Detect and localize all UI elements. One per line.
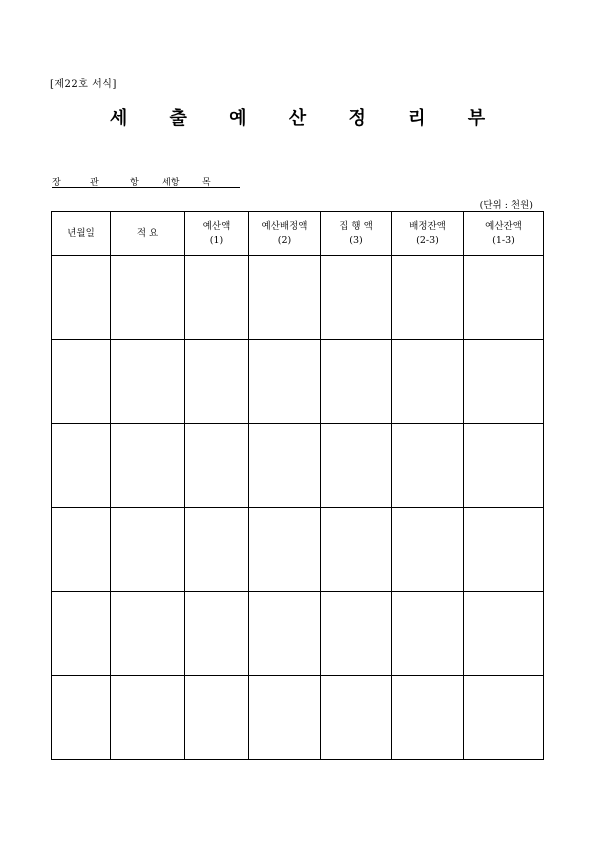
table-cell[interactable] xyxy=(464,424,544,508)
classification-item-hang: 항 xyxy=(130,178,139,188)
table-cell[interactable] xyxy=(321,508,392,592)
table-cell[interactable] xyxy=(249,508,321,592)
table-row xyxy=(52,424,544,508)
table-cell[interactable] xyxy=(392,676,464,760)
header-description: 적 요 xyxy=(111,212,185,256)
classification-item-mok: 목 xyxy=(202,178,211,188)
table-cell[interactable] xyxy=(249,592,321,676)
table-cell[interactable] xyxy=(321,256,392,340)
table-cell[interactable] xyxy=(249,676,321,760)
table-cell[interactable] xyxy=(111,340,185,424)
table-cell[interactable] xyxy=(321,592,392,676)
table-cell[interactable] xyxy=(52,676,111,760)
table-header-row xyxy=(52,212,544,256)
classification-item-sehang: 세항 xyxy=(162,178,180,188)
table-cell[interactable] xyxy=(185,340,249,424)
table-cell[interactable] xyxy=(52,508,111,592)
table-cell[interactable] xyxy=(392,508,464,592)
table-cell[interactable] xyxy=(185,592,249,676)
table-cell[interactable] xyxy=(464,592,544,676)
header-executed-amount: 집 행 액 (3) xyxy=(321,212,392,256)
form-number: [제22호 서식] xyxy=(50,79,117,90)
classification-item-gwan: 관 xyxy=(90,178,99,188)
table-cell[interactable] xyxy=(464,508,544,592)
table-cell[interactable] xyxy=(52,340,111,424)
table-cell[interactable] xyxy=(321,676,392,760)
table-cell[interactable] xyxy=(321,424,392,508)
table-cell[interactable] xyxy=(111,424,185,508)
table-row xyxy=(52,340,544,424)
table-cell[interactable] xyxy=(249,424,321,508)
unit-note: (단위 : 천원) xyxy=(479,200,533,211)
header-allocation-balance: 배정잔액 (2-3) xyxy=(392,212,464,256)
table-row xyxy=(52,592,544,676)
header-budget-balance: 예산잔액 (1-3) xyxy=(464,212,544,256)
header-budget-amount: 예산액 (1) xyxy=(185,212,249,256)
table-cell[interactable] xyxy=(392,592,464,676)
header-date: 년월일 xyxy=(52,212,111,256)
table-cell[interactable] xyxy=(321,340,392,424)
table-cell[interactable] xyxy=(464,676,544,760)
table-cell[interactable] xyxy=(392,340,464,424)
table-cell[interactable] xyxy=(464,340,544,424)
table-cell[interactable] xyxy=(249,340,321,424)
table-cell[interactable] xyxy=(111,592,185,676)
table-cell[interactable] xyxy=(52,256,111,340)
table-cell[interactable] xyxy=(111,256,185,340)
page-title: 세 출 예 산 정 리 부 xyxy=(109,108,504,129)
table-cell[interactable] xyxy=(185,256,249,340)
table-row xyxy=(52,256,544,340)
classification-line xyxy=(52,175,240,188)
table-row xyxy=(52,676,544,760)
table-cell[interactable] xyxy=(464,256,544,340)
table-cell[interactable] xyxy=(185,508,249,592)
table-cell[interactable] xyxy=(52,424,111,508)
table-cell[interactable] xyxy=(392,424,464,508)
table-cell[interactable] xyxy=(185,676,249,760)
table-cell[interactable] xyxy=(185,424,249,508)
classification-item-jang: 장 xyxy=(52,178,61,188)
table-row xyxy=(52,508,544,592)
header-allocated-amount: 예산배정액 (2) xyxy=(249,212,321,256)
table-cell[interactable] xyxy=(249,256,321,340)
table-cell[interactable] xyxy=(392,256,464,340)
budget-ledger-table xyxy=(51,211,544,760)
table-cell[interactable] xyxy=(111,676,185,760)
table-cell[interactable] xyxy=(52,592,111,676)
table-cell[interactable] xyxy=(111,508,185,592)
